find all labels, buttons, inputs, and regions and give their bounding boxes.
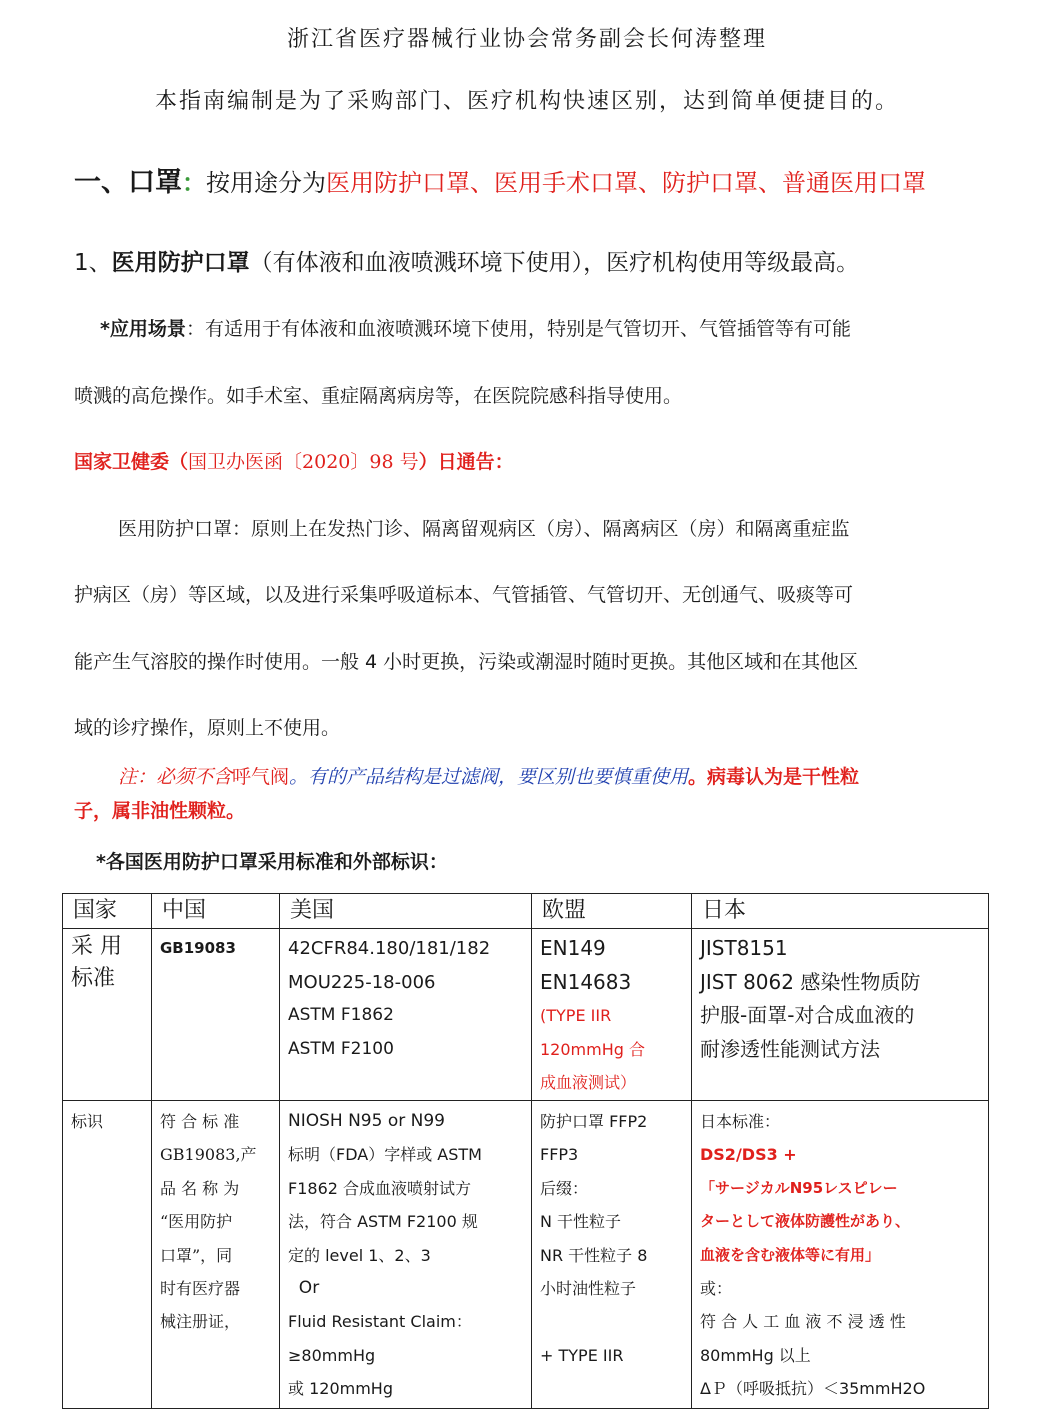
note-part-4: 。病毒认为是干性粒 [688,766,860,788]
paragraph-line-3: 能产生气溶胶的操作时使用。一般 4 小时更换，污染或潮湿时随时更换。其他区域和在其他区 [74,651,859,673]
section-heading-intro: 按用途分为 [206,169,326,197]
header-country: 国家 [63,894,152,929]
purpose-line: 本指南编制是为了采购部门、医疗机构快速区别，达到简单便捷目的。 [154,89,899,114]
marking-japan-cell [692,1101,989,1409]
header-eu: 欧盟 [532,894,692,929]
standards-usa-cell [280,929,532,1101]
marking-row [63,1101,989,1409]
table-header-row [63,894,989,929]
standards-row [63,929,989,1101]
standards-japan: JIST8151 JIST 8062 感染性物质防 护服-面罩-对合成血液的 耐渗透性能测试方法 [700,936,921,1061]
scenario-line-1 [100,314,851,341]
paragraph-line-2: 护病区（房）等区域，以及进行采集呼吸道标本、气管插管、气管切开、无创通气、吸痰等可 [74,584,854,606]
notice-heading-c: ）日通告： [418,451,514,473]
header-usa: 美国 [280,894,532,929]
paragraph-line-4: 域的诊疗操作，原则上不使用。 [74,717,341,739]
item1-heading [74,244,859,277]
section-heading-prefix: 一、口罩 [74,167,182,198]
marking-eu-cell [532,1101,692,1409]
header-china: 中国 [152,894,280,929]
header-japan: 日本 [692,894,989,929]
marking-label-cell [63,1101,152,1409]
standards-usa: 42CFR84.180/181/182 MOU225-18-006 ASTM F1862 ASTM F2100 [288,938,491,1059]
standards-eu: EN149 EN14683 (TYPE IIR 120mmHg 合 成血液测试） [540,936,645,1092]
section-heading [74,160,926,199]
marking-china-cell [152,1101,280,1409]
table-caption: *各国医用防护口罩采用标准和外部标识： [96,851,448,873]
section-heading-colon: ： [182,169,206,197]
note-line-2: 子，属非油性颗粒。 [74,800,246,822]
marking-eu: 防护口罩 FFP2 FFP3 后缀： N 干性粒子 NR 干性粒子 8 小时油性粒子 + TYPE IIR [540,1112,648,1365]
item1-rest: （有体液和血液喷溅环境下使用），医疗机构使用等级最高。 [249,250,860,276]
item1-number: 1、 [74,250,112,276]
author-line: 浙江省医疗器械行业协会常务副会长何涛整理 [286,27,767,52]
scenario-line1-text: ：有适用于有体液和血液喷溅环境下使用，特别是气管切开、气管插管等有可能 [185,318,851,340]
marking-label: 标识 [71,1112,104,1131]
standards-table [62,893,989,1409]
marking-usa: NIOSH N95 or N99 标明（FDA）字样或 ASTM F1862 合成血液喷射试方 法，符合 ASTM F2100 规 定的 level 1、2、3 Or Fluid Resistant Claim： ≥80mmHg 或 120mmHg [288,1111,482,1399]
section-heading-types: 医用防护口罩、医用手术口罩、防护口罩、普通医用口罩 [326,169,926,197]
standards-china: GB19083 [160,939,236,957]
item1-title: 医用防护口罩 [111,250,250,276]
paragraph-line-1: 医用防护口罩：原则上在发热门诊、隔离留观病区（房）、隔离病区（房）和隔离重症监 [118,518,850,540]
marking-japan: 日本标准： DS2/DS3 + 「サージカルN95レスピレー ターとして液体防護性があり、 血液を含む液体等に有用」 或： 符 合 人 工 血 液 不 浸 透 性 80mmHg 以上 ΔＰ（呼吸抵抗）＜35mmH2O [700,1112,926,1399]
note-line-1 [118,762,859,789]
scenario-label: *应用场景 [100,318,186,340]
standards-label-cell [63,929,152,1101]
marking-china: 符 合 标 准 GB19083,产 品 名 称 为 “医用防护 口罩”，同 时有医疗器 械注册证， [160,1112,257,1332]
notice-heading-a: 国家卫健委（ [74,451,189,473]
standards-china-cell [152,929,280,1101]
note-part-1: 注：必须不含 [118,766,233,788]
standards-label: 采 用 标准 [71,934,122,991]
note-part-3: 。有的产品结构是过滤阀，要区别也要慎重使用 [289,766,689,788]
notice-document-number: 国卫办医函〔2020〕98 号 [188,451,419,473]
notice-heading [74,447,514,474]
note-part-2: 呼气阀 [232,766,290,788]
standards-eu-cell [532,929,692,1101]
standards-japan-cell [692,929,989,1101]
marking-usa-cell [280,1101,532,1409]
scenario-line-2: 喷溅的高危操作。如手术室、重症隔离病房等，在医院院感科指导使用。 [74,385,683,407]
